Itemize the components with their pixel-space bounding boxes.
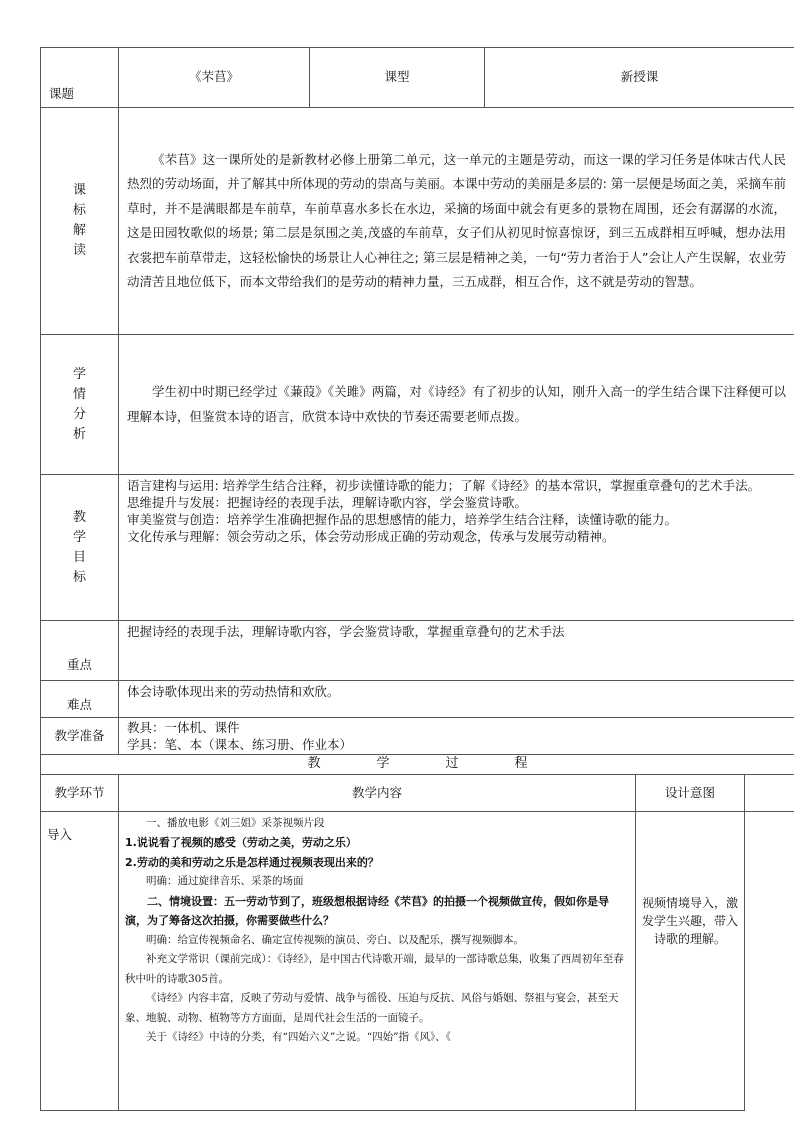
- goals-list: [119, 475, 794, 621]
- stage-column-header: 教学环节: [41, 774, 119, 811]
- goal-item: 审美鉴赏与创造：培养学生准确把握作品的思想感情的能力，培养学生结合注释，读懂诗歌的能力。: [127, 512, 678, 527]
- difficulties-label: 难点: [41, 681, 119, 718]
- curriculum-label: 课 标 解 读: [41, 108, 119, 335]
- type-value: 新授课: [485, 48, 794, 108]
- difficulties-row: [41, 681, 794, 718]
- topic-label: 课题: [41, 48, 119, 108]
- preparation-row: [41, 718, 794, 755]
- preparation-text: [119, 718, 794, 755]
- goal-item: 文化传承与理解：领会劳动之乐，体会劳动形成正确的劳动观念，传承与发展劳动精神。: [127, 529, 615, 544]
- student-tools: 学具：笔、本（课本、练习册、作业本）: [127, 737, 353, 752]
- key-points-row: [41, 621, 794, 681]
- lesson-plan-sheet: [40, 47, 794, 1111]
- stage-cell: 导入: [41, 811, 119, 1110]
- lesson-plan-table: [40, 47, 794, 1111]
- empty-column: [745, 774, 794, 811]
- goal-item: 思维提升与发展：把握诗经的表现手法，理解诗歌内容，学会鉴赏诗歌。: [127, 495, 528, 510]
- analysis-row: [41, 335, 794, 475]
- content-line: 《诗经》内容丰富，反映了劳动与爱情、战争与徭役、压迫与反抗、风俗与婚姻、祭祖与宴会，甚至天象、地貌、动物、植物等方方面面，是周代社会生活的一面镜子。: [125, 992, 619, 1024]
- content-line: 二、情境设置：五一劳动节到了，班级想根据诗经《芣苢》的拍摄一个视频做宣传，假如你是导演，为了筹备这次拍摄，你需要做些什么？: [125, 894, 609, 928]
- type-label: 课型: [310, 48, 485, 108]
- process-header-row: [41, 774, 794, 811]
- goal-item: 语言建构与运用: 培养学生结合注释，初步读懂诗歌的能力；了解《诗经》的基本常识，掌握重章叠句的艺术手法。: [127, 478, 761, 493]
- preparation-label: 教学准备: [41, 718, 119, 755]
- topic-value: 《芣苢》: [119, 48, 310, 108]
- content-cell: [119, 811, 636, 1110]
- teaching-tools: 教具：一体机、课件: [127, 720, 240, 735]
- curriculum-row: [41, 108, 794, 335]
- content-line: 1.说说看了视频的感受（劳动之美，劳动之乐）: [125, 836, 357, 850]
- content-line: 明确：给宣传视频命名、确定宣传视频的演员、旁白、以及配乐，撰写视频脚本。: [146, 933, 524, 946]
- process-body-row: [41, 811, 794, 1110]
- process-title-row: [41, 755, 794, 775]
- content-line: 2.劳动的美和劳动之乐是怎样通过视频表现出来的？: [125, 855, 379, 869]
- intent-cell: 视频情境导入，激发学生兴趣，带入诗歌的理解。: [636, 811, 745, 1110]
- key-points-label: 重点: [41, 621, 119, 681]
- difficulties-text: 体会诗歌体现出来的劳动热情和欢欣。: [119, 681, 794, 718]
- analysis-text: 学生初中时期已经学过《蒹葭》《关雎》两篇，对《诗经》有了初步的认知，刚升入高一的学生结合课下注释便可以理解本诗，但鉴赏本诗的语言，欣赏本诗中欢快的节奏还需要老师点拨。: [119, 335, 794, 475]
- content-line: 一、播放电影《刘三姐》采茶视频片段: [146, 816, 325, 829]
- content-column-header: 教学内容: [119, 774, 636, 811]
- content-line: 明确：通过旋律音乐、采茶的场面: [146, 875, 304, 888]
- content-line: 补充文学常识（课前完成）：《诗经》，是中国古代诗歌开端，最早的一部诗歌总集，收集了西周初年至春秋中叶的诗歌305首。: [125, 953, 624, 985]
- curriculum-text: 《芣苢》这一课所处的是新教材必修上册第二单元，这一单元的主题是劳动，而这一课的学习任务是体味古代人民热烈的劳动场面，并了解其中所体现的劳动的崇高与美丽。本课中劳动的美丽是多层的: 第一层便是场面之美，采摘车前草时，并不是满眼都是车前草，车前草喜水多长在水边，采摘的场面中就会有更多的景物在周围，还会有潺潺的水流，这是田园牧歌似的场景; 第二层是氛围之美,茂盛的车前草，女子们从初见时惊喜惊讶，到三五成群相互呼喊，想办法用衣裳把车前草带走，这轻松愉快的场景让人心神往之; 第三层是精神之美，一句“劳力者治于人”会让人产生误解，农业劳动清苦且地位低下，而本文带给我们的是劳动的精神力量，三五成群，相互合作，这不就是劳动的智慧。: [119, 108, 794, 335]
- header-row: [41, 48, 794, 108]
- intent-column-header: 设计意图: [636, 774, 745, 811]
- process-title: 教 学 过 程: [41, 755, 794, 775]
- key-points-text: 把握诗经的表现手法，理解诗歌内容，学会鉴赏诗歌，掌握重章叠句的艺术手法: [119, 621, 794, 681]
- goals-row: [41, 475, 794, 621]
- goals-label: 教 学 目 标: [41, 475, 119, 621]
- content-line: 关于《诗经》中诗的分类，有“四始六义”之说。“四始”指《风》、《: [146, 1031, 451, 1044]
- empty-cell: [745, 811, 794, 1110]
- analysis-label: 学 情 分 析: [41, 335, 119, 475]
